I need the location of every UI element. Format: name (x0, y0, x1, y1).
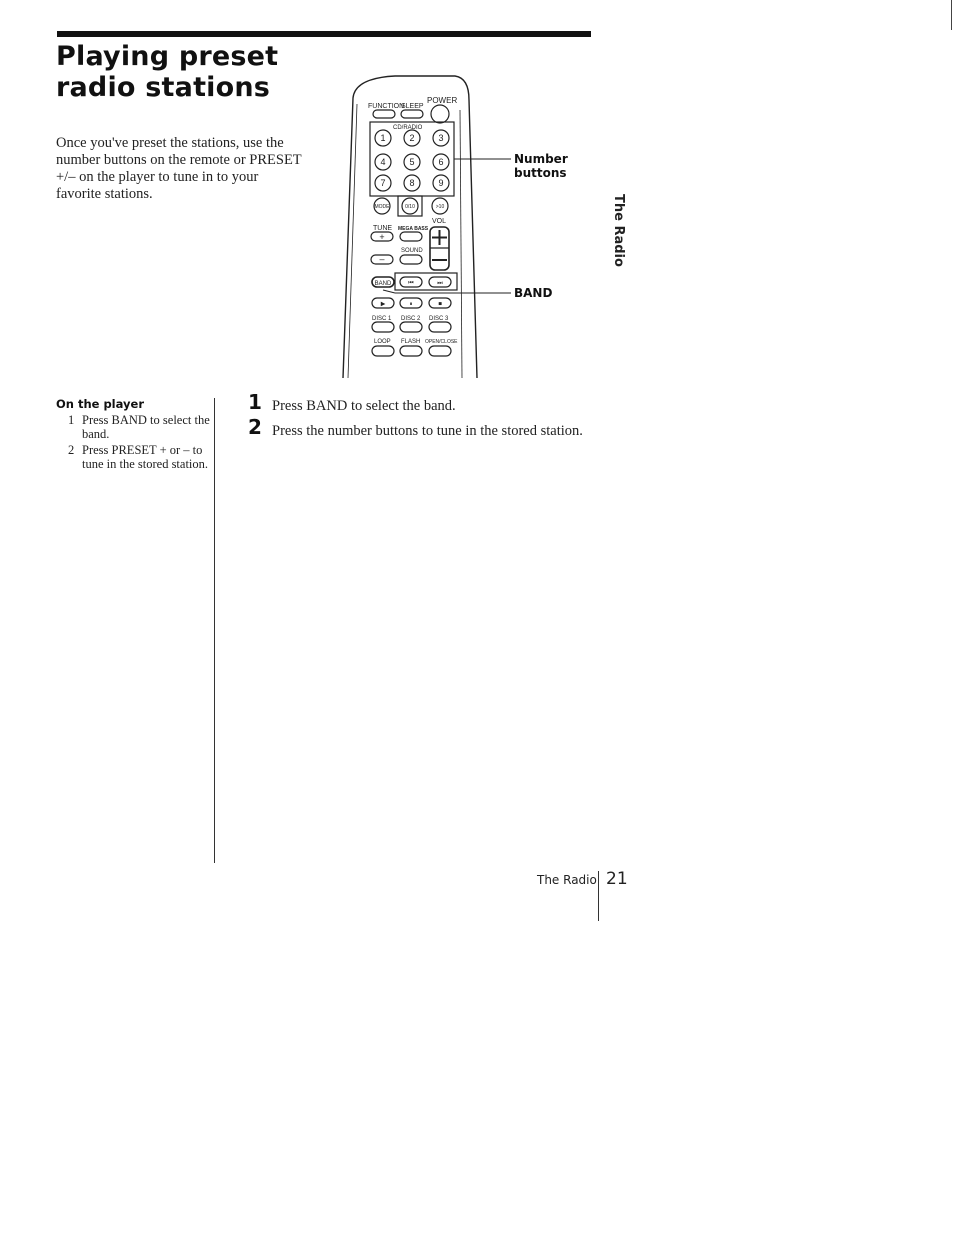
intro-paragraph: Once you've preset the stations, use the number buttons on the remote or PRESET +/– on the player to tune in to your favorite stations. (56, 135, 302, 202)
number-key-5-label: 5 (409, 157, 415, 167)
number-key-7-label: 7 (380, 178, 386, 188)
column-divider (214, 398, 215, 863)
tune-minus-symbol: – (379, 254, 385, 264)
footer-divider (598, 871, 599, 921)
footer-section-label: The Radio (537, 873, 597, 887)
disc2-button (400, 322, 422, 332)
number-buttons-callout (514, 152, 568, 180)
player-step (66, 413, 211, 441)
disc1-button (372, 322, 394, 332)
player-step-text: Press PRESET + or – to tune in the stored station. (82, 443, 209, 471)
tune-plus-symbol: + (379, 232, 385, 242)
title-line-1: Playing preset (56, 41, 279, 72)
mode-label: MODE (374, 204, 390, 210)
play-icon: ▶ (380, 301, 386, 308)
page-edge-mark (951, 0, 952, 30)
player-step-text: Press BAND to select the band. (82, 413, 210, 441)
sound-label: SOUND (401, 248, 423, 254)
number-buttons-callout-line-2: buttons (514, 166, 567, 180)
vol-label: VOL (432, 218, 447, 225)
sleep-label: SLEEP (401, 103, 424, 110)
number-key-8-label: 8 (409, 178, 415, 188)
player-step-number: 2 (68, 443, 75, 457)
remote-step-number: 1 (248, 390, 262, 414)
sleep-button (401, 110, 423, 118)
remote-step (248, 390, 588, 414)
band-callout: BAND (514, 286, 553, 300)
stop-icon: ■ (438, 301, 442, 308)
top-rule (57, 31, 591, 37)
zero-ten-label: 0/10 (405, 204, 415, 210)
number-buttons-callout-line-1: Number (514, 152, 568, 166)
sound-button (400, 255, 422, 264)
player-step-number: 1 (68, 413, 75, 427)
remote-step-text: Press the number buttons to tune in the stored station. (272, 423, 583, 439)
function-label: FUNCTION (368, 103, 405, 110)
page-title (56, 41, 278, 103)
flash-label: FLASH (401, 339, 421, 345)
tune-label: TUNE (373, 225, 393, 232)
next-track-icon: ⏭ (437, 280, 443, 287)
mega-bass-label: MEGA BASS (398, 226, 429, 232)
cd-radio-label: CD/RADIO (393, 125, 423, 131)
title-line-2: radio stations (56, 72, 271, 103)
loop-label: LOOP (374, 339, 391, 345)
player-step (66, 443, 211, 471)
disc3-label: DISC 3 (429, 316, 449, 322)
power-label: POWER (427, 96, 458, 105)
disc2-label: DISC 2 (401, 316, 421, 322)
number-key-4-label: 4 (380, 157, 386, 167)
number-key-6-label: 6 (438, 157, 444, 167)
mega-bass-button (400, 232, 422, 241)
remote-steps (248, 390, 588, 448)
number-key-1-label: 1 (380, 133, 386, 143)
open-close-label: OPEN/CLOSE (425, 339, 458, 345)
number-key-3-label: 3 (438, 133, 444, 143)
on-the-player-steps (66, 413, 211, 473)
disc3-button (429, 322, 451, 332)
gt-ten-label: >10 (435, 204, 445, 210)
remote-control-illustration (335, 70, 575, 382)
open-close-button (429, 346, 451, 356)
pause-icon: ⏸ (409, 301, 413, 308)
remote-step-text: Press BAND to select the band. (272, 398, 456, 414)
remote-step (248, 415, 588, 439)
band-button-label: BAND (374, 281, 392, 287)
number-key-2-label: 2 (409, 133, 415, 143)
number-key-9-label: 9 (438, 178, 444, 188)
on-the-player-heading: On the player (56, 397, 145, 411)
flash-button (400, 346, 422, 356)
page-number: 21 (606, 869, 628, 889)
loop-button (372, 346, 394, 356)
section-side-tab: The Radio (611, 194, 626, 267)
power-button (431, 105, 449, 123)
disc1-label: DISC 1 (372, 316, 392, 322)
number-keys (375, 130, 449, 191)
function-button (373, 110, 395, 118)
prev-track-icon: ⏮ (408, 280, 414, 287)
remote-step-number: 2 (248, 415, 262, 439)
